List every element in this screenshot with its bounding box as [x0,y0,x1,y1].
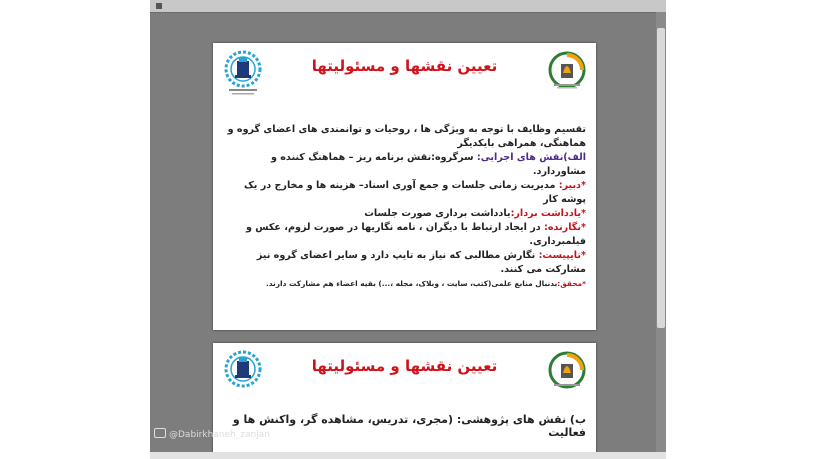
channel-watermark [154,428,270,442]
secretary-line [225,179,586,207]
slide2-body-text: ب) نقش های پژوهشی: (مجری، تدریس، مشاهده گر، واکنش ها و فعالیت [232,413,586,439]
typist-text: نگارش مطالبی که نیاز به تایپ دارد و سایر اعضای گروه نیز مشارکت می کنند. [256,250,586,275]
exec-role-text: سرگروه:نقش برنامه ریز – هماهنگ کننده و مشاوردارد. [270,152,586,177]
secretary-label: *دبیر: [558,180,586,191]
slide-title: تعیین نقشها و مسئولیتها [311,357,498,375]
slide-title: تعیین نقشها و مسئولیتها [311,57,498,75]
slide-page-1 [213,43,596,330]
writer-line [225,221,586,249]
dabirkhaneh-logo-icon [221,47,265,101]
notetaker-label: *یادداشت بردار: [510,208,586,219]
researcher-text: بدنبال منابع علمی(کتب، سایت ، وبلاک، مجله ،...) بقیه اعضاء هم مشارکت دارند. [265,279,558,288]
right-background [666,0,816,459]
dabirkhaneh-logo-icon [221,347,265,401]
writer-label: *نگارنده: [544,222,586,233]
exec-role-label: الف)نقش های اجرایی: [476,152,586,163]
education-logo-icon [548,51,586,91]
toolbar-icon[interactable] [156,3,162,9]
exec-role-line [225,151,586,179]
slide-body [225,123,586,291]
researcher-line [225,277,586,291]
watermark-text: @Dabirkhaneh_zanjan [169,430,270,440]
slide-page-2 [213,343,596,459]
camera-icon [154,428,166,438]
notetaker-text: یادداشت برداری صورت جلسات [364,208,511,219]
researcher-label: *محقق: [557,279,586,288]
vertical-scrollbar[interactable] [656,12,666,452]
viewer-status-bar [150,452,666,459]
viewer-toolbar [150,0,666,13]
writer-text: در ایجاد ارتباط با دیگران ، نامه نگاریها در صورت لزوم، عکس و فیلمبرداری. [245,222,586,247]
scrollbar-thumb[interactable] [657,28,665,328]
typist-line [225,249,586,277]
document-viewer[interactable] [150,0,666,459]
intro-text: تقسیم وظایف با توجه به ویژگی ها ، روحیات و توانمندی های اعضای گروه و هماهنگی، همراهی بایکدیگر [227,124,586,149]
notetaker-line [225,207,586,221]
left-background [0,0,150,459]
secretary-text: مدیریت زمانی جلسات و جمع آوری اسناد– هزینه ها و مخارج در یک پوشه کار [243,180,586,205]
education-logo-icon [548,351,586,391]
typist-label: *تایپیست: [538,250,586,261]
